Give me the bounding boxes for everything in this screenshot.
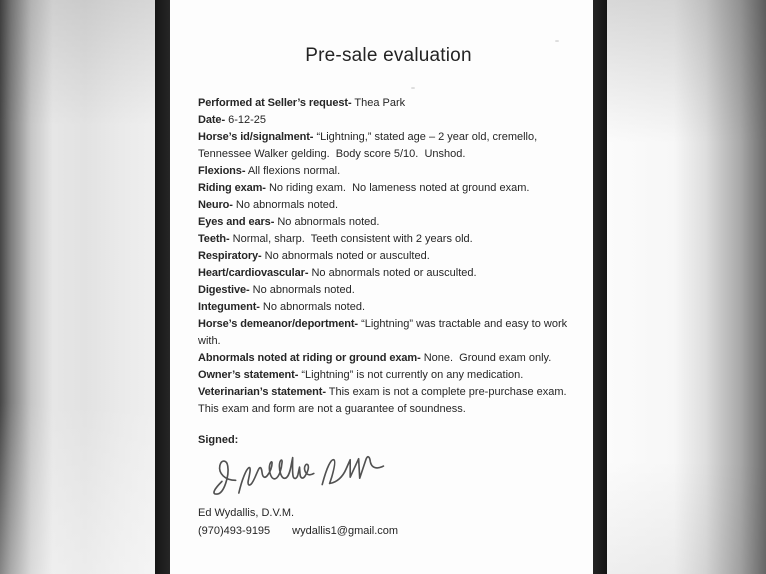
field-row [198, 367, 579, 384]
field-label: Performed at Seller’s request- [198, 97, 352, 109]
field-value: None. Ground exam only. [423, 352, 552, 364]
field-label: Owner’s statement- [198, 369, 299, 381]
field-value: All flexions normal. [247, 165, 341, 177]
signature-handwriting-icon [204, 451, 394, 497]
field-label: Respiratory- [198, 250, 262, 262]
field-value: 6-12-25 [228, 114, 266, 126]
scan-left-margin [0, 0, 155, 574]
field-value: “Lightning” was tractable and easy to work with. [198, 318, 571, 347]
contact-line [170, 522, 593, 540]
field-value: No abnormals noted. [235, 199, 339, 211]
document-page [170, 0, 593, 574]
phone-number: (970)493-9195 [198, 525, 271, 537]
field-label: Date- [198, 114, 226, 126]
field-row [198, 129, 579, 163]
field-value: “Lightning,” stated age – 2 year old, cremello, Tennessee Walker gelding. Body score 5/10. Unshod. [198, 131, 541, 160]
field-label: Veterinarian’s statement- [198, 386, 326, 398]
field-label: Flexions- [198, 165, 246, 177]
field-row [198, 282, 579, 299]
email-address: wydallis1@gmail.com [292, 525, 399, 537]
field-label: Digestive- [198, 284, 250, 296]
field-label: Teeth- [198, 233, 230, 245]
field-row [198, 112, 579, 129]
field-row [198, 95, 579, 112]
field-value: No abnormals noted or ausculted. [311, 267, 477, 279]
field-label: Heart/cardiovascular- [198, 267, 309, 279]
signature [170, 449, 593, 499]
field-row [198, 180, 579, 197]
scan-right-margin [607, 0, 766, 574]
field-value: No riding exam. No lameness noted at ground exam. [268, 182, 530, 194]
field-row [198, 316, 579, 350]
page-right-edge [593, 0, 607, 574]
field-value: No abnormals noted or ausculted. [264, 250, 430, 262]
field-value: No abnormals noted. [262, 301, 366, 313]
field-label: Horse’s id/signalment- [198, 131, 314, 143]
field-row [198, 231, 579, 248]
field-row [198, 350, 579, 367]
field-value: Thea Park [354, 97, 406, 109]
scan-speck [411, 87, 415, 89]
field-row [198, 214, 579, 231]
field-label: Abnormals noted at riding or ground exam- [198, 352, 421, 364]
scan-speck [555, 40, 559, 42]
field-value: “Lightning” is not currently on any medication. [301, 369, 524, 381]
document-title: Pre-sale evaluation [305, 45, 472, 66]
evaluation-fields [170, 95, 593, 418]
signed-label: Signed: [198, 434, 239, 446]
field-value: No abnormals noted. [252, 284, 355, 296]
field-row [198, 265, 579, 282]
field-label: Riding exam- [198, 182, 266, 194]
field-value: Normal, sharp. Teeth consistent with 2 years old. [232, 233, 473, 245]
field-label: Eyes and ears- [198, 216, 275, 228]
field-label: Integument- [198, 301, 260, 313]
signer-name: Ed Wydallis, D.V.M. [198, 507, 295, 519]
field-label: Neuro- [198, 199, 233, 211]
field-row [198, 299, 579, 316]
page-left-edge [155, 0, 170, 574]
field-row [198, 197, 579, 214]
field-row [198, 384, 579, 418]
field-value: This exam is not a complete pre-purchase exam. This exam and form are not a guarantee of soundness. [198, 386, 573, 415]
field-value: No abnormals noted. [277, 216, 380, 228]
field-row [198, 163, 579, 180]
field-row [198, 248, 579, 265]
field-label: Horse’s demeanor/deportment- [198, 318, 358, 330]
